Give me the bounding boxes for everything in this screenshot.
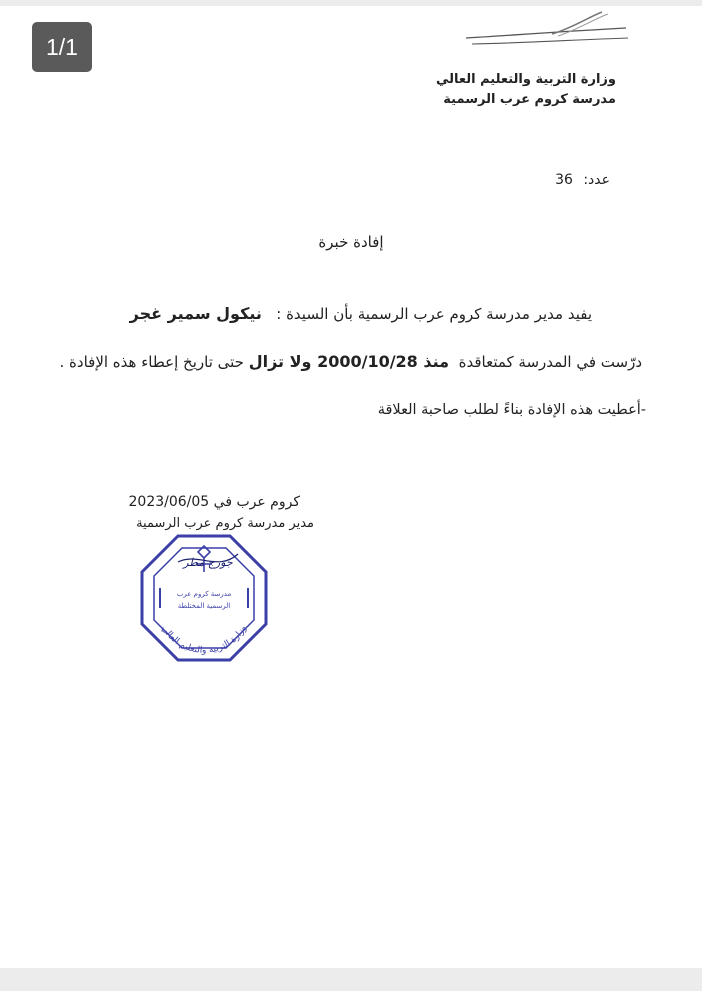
document-title: إفادة خبرة <box>318 233 384 251</box>
employment-start-date: منذ 2000/10/28 ولا تزال <box>248 352 450 371</box>
signature-place-date: كروم عرب في 2023/06/05 <box>128 494 300 510</box>
signature-title: مدير مدرسة كروم عرب الرسمية <box>136 516 314 531</box>
reference-label: عدد: <box>583 172 610 188</box>
body-line-1-text: يفيد مدير مدرسة كروم عرب الرسمية بأن السيدة : <box>276 305 592 323</box>
body-line-3: -أعطيت هذه الإفادة بناءً لطلب صاحبة العلاقة <box>377 402 646 418</box>
reference-value: 36 <box>555 172 573 188</box>
body-line-2 <box>60 352 643 371</box>
letterhead-ministry: وزارة التربية والتعليم العالي <box>435 72 616 87</box>
letterhead-flourish <box>462 10 632 55</box>
seal-outer-text: وزارة التربية والتعليم العالي <box>159 623 249 656</box>
letterhead-school: مدرسة كروم عرب الرسمية <box>443 92 616 107</box>
director-handwritten-signature: جورج مطر <box>183 556 233 569</box>
employee-name: نيكول سمير غجر <box>129 304 262 323</box>
seal-inner-line-1: مدرسة كروم عرب <box>176 590 232 598</box>
reference-number <box>549 172 610 188</box>
official-seal-stamp <box>138 532 270 664</box>
document-page <box>0 6 702 968</box>
body-line-2-part2: حتى تاريخ إعطاء هذه الإفادة . <box>59 353 244 371</box>
body-line-1 <box>130 304 592 323</box>
page-indicator[interactable]: 1/1 <box>32 22 92 72</box>
seal-inner-line-2: الرسمية المختلطة <box>177 602 231 610</box>
body-line-2-part1: درّست في المدرسة كمتعاقدة <box>458 353 642 371</box>
